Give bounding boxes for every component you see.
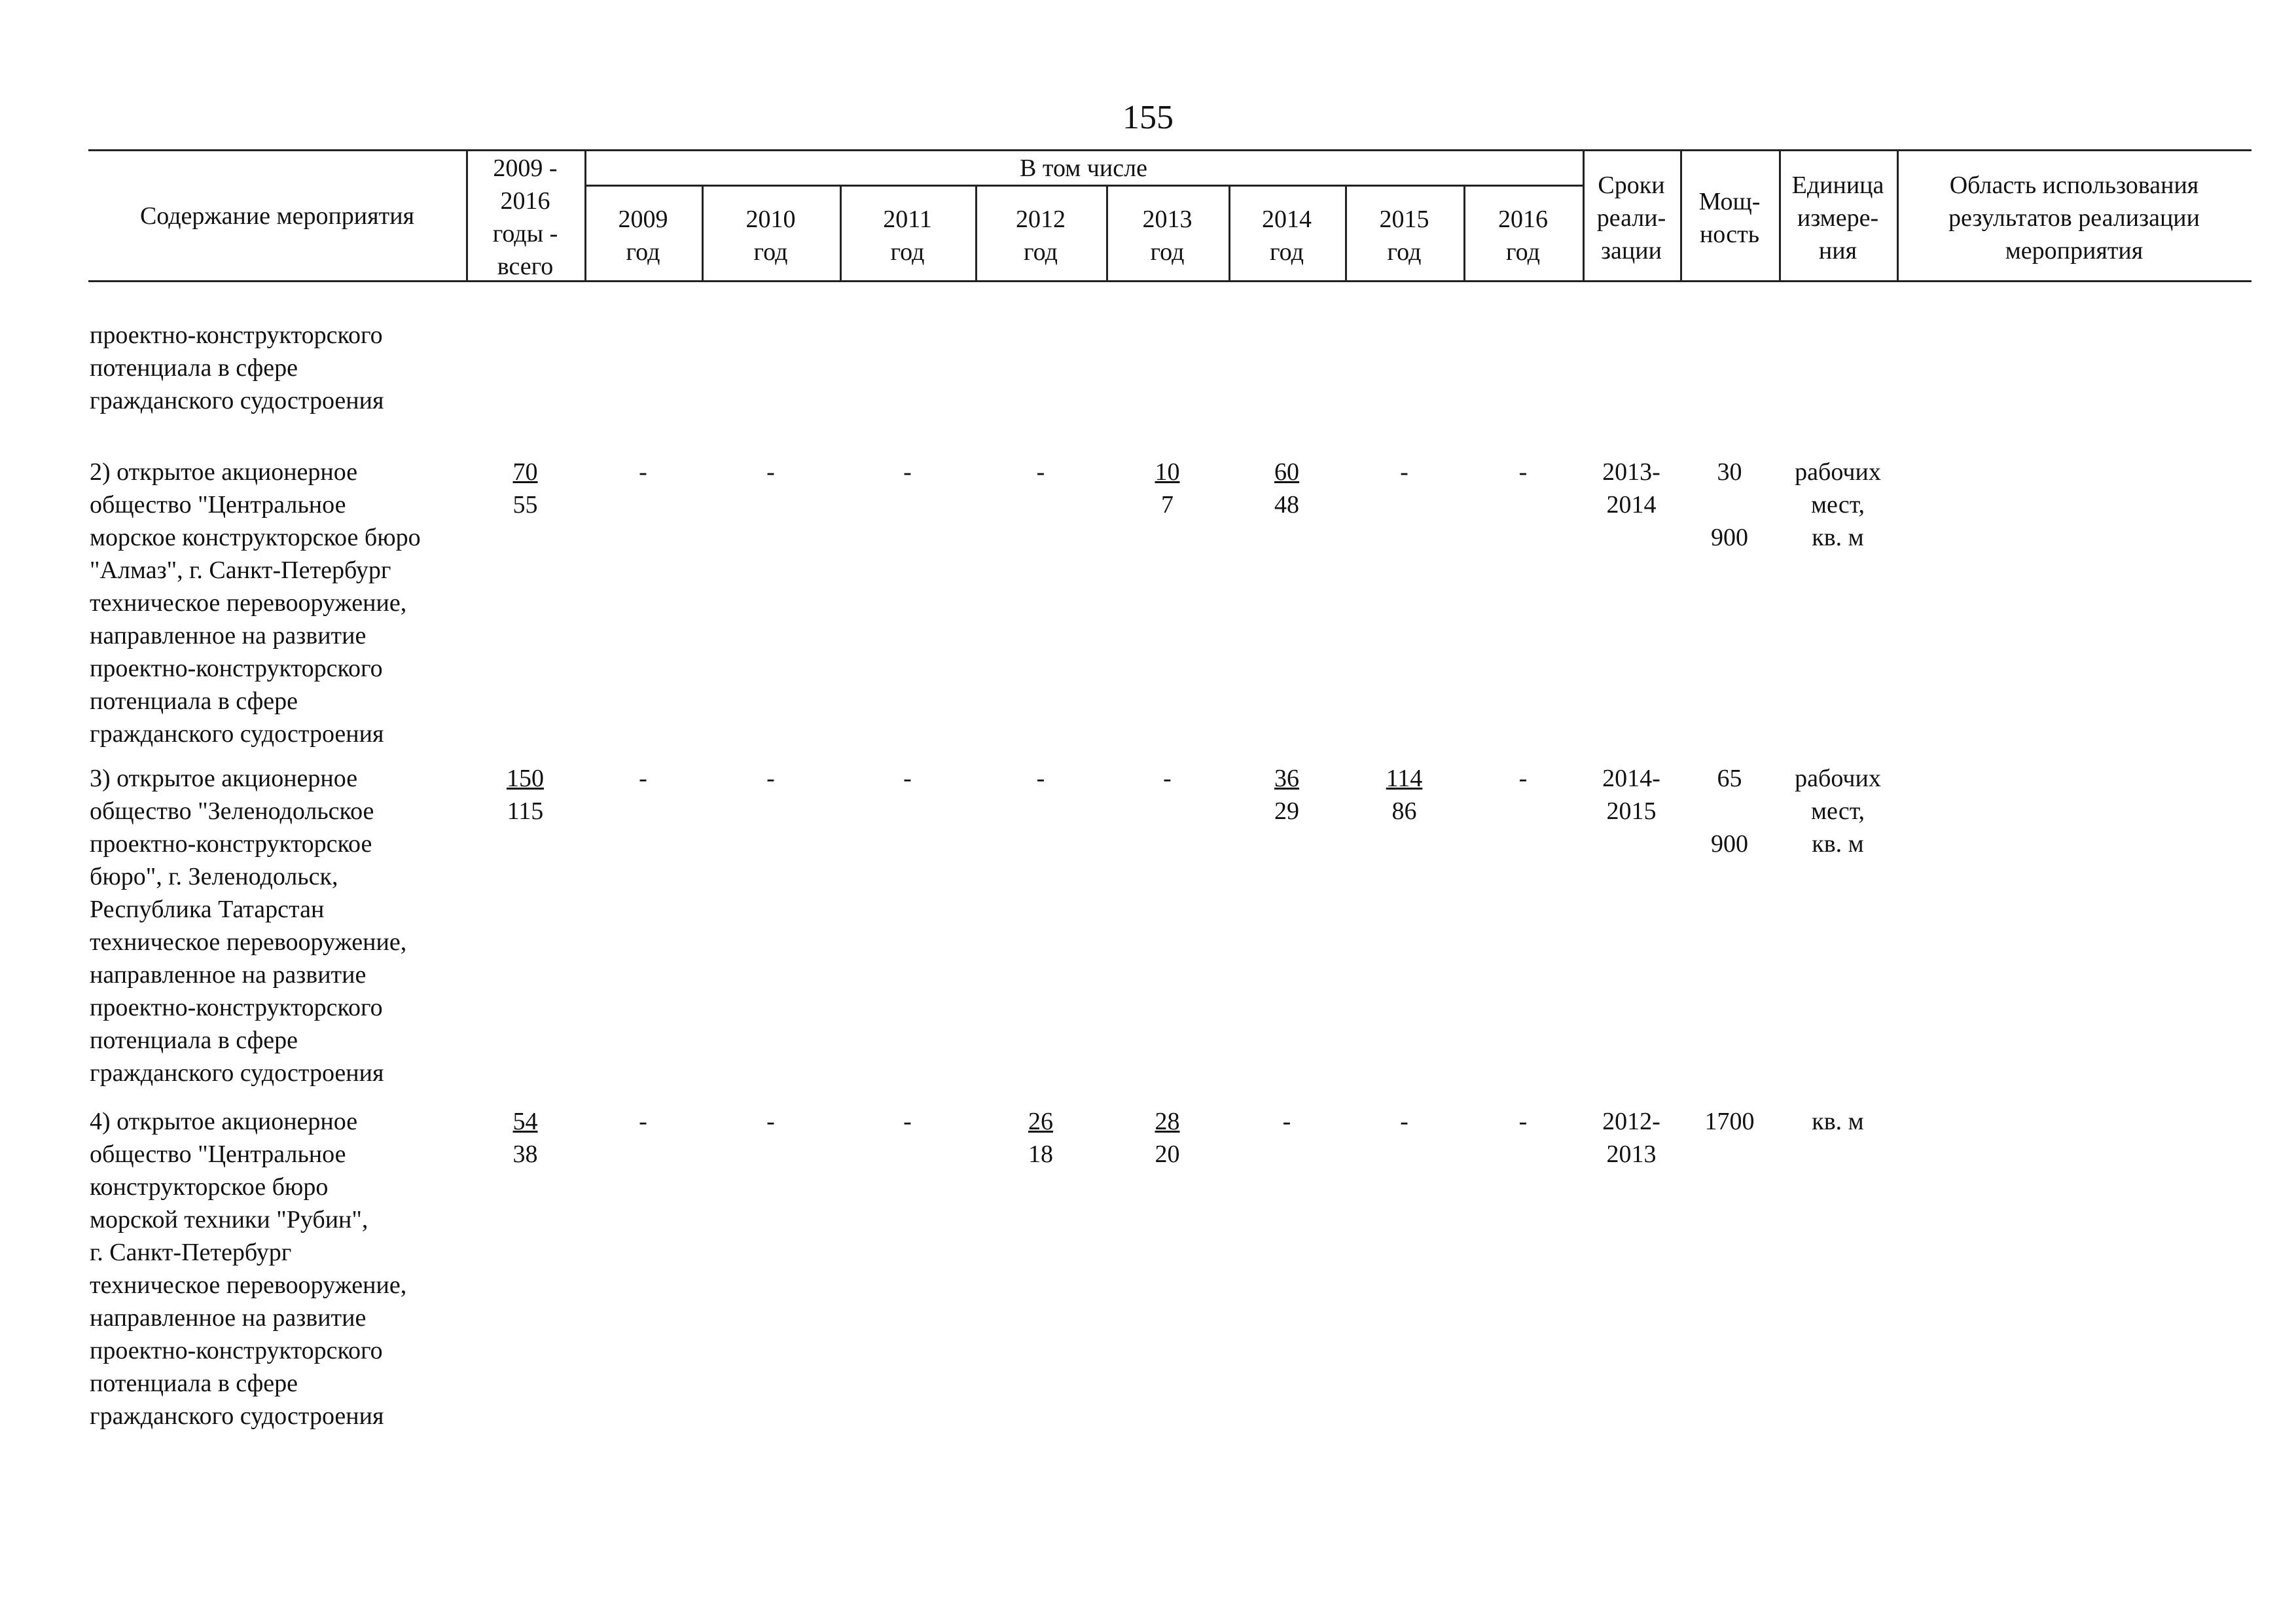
row-4-2013-bottom: 20	[1155, 1140, 1180, 1168]
row-4-2014-top: -	[1282, 1108, 1291, 1135]
header-bottom-rule	[88, 280, 2251, 282]
row-4-text: 4) открытое акционерное общество "Центральное конструкторское бюро морской техники "Рубин", г. Санкт-Петербург техническое перевооружение, направленное на развитие проектно-конструкторского потенциала в сфере гражданского судостроения	[90, 1108, 407, 1430]
row-4-2012-top: 26	[1028, 1108, 1053, 1135]
row-3-2015-bottom: 86	[1391, 797, 1417, 825]
row-2-2014-bottom: 48	[1274, 491, 1299, 519]
row-3-2009-top: -	[639, 765, 647, 792]
header-area: Область использования результатов реализации мероприятия	[1948, 172, 2200, 264]
row-4-power: 1700	[1704, 1108, 1755, 1135]
header-year-2009: 2009 год	[618, 206, 668, 266]
header-year-2011: 2011 год	[883, 206, 932, 266]
header-total: 2009 - 2016 годы - всего	[492, 155, 558, 280]
header-top-rule	[88, 149, 2251, 151]
header-content: Содержание мероприятия	[139, 202, 415, 230]
row-4-2012-bottom: 18	[1028, 1140, 1053, 1168]
row-2-power: 30 900	[1711, 458, 1748, 551]
row-4-2016-top: -	[1518, 1108, 1528, 1135]
row-2-total-top: 70	[512, 458, 538, 486]
row-4-2013-top: 28	[1155, 1108, 1180, 1135]
row-3-2016-top: -	[1518, 765, 1528, 792]
row-3-2015-top: 114	[1386, 765, 1423, 792]
row-3-2013-top: -	[1163, 765, 1172, 792]
row-4-total-bottom: 38	[512, 1140, 538, 1168]
row-4-2010-top: -	[766, 1108, 775, 1135]
row-2-2010-top: -	[766, 458, 775, 486]
row-4-terms: 2012- 2013	[1602, 1108, 1660, 1168]
header-year-2016: 2016 год	[1498, 206, 1548, 266]
row-1-text: проектно-конструкторского потенциала в сфере гражданского судостроения	[90, 321, 384, 414]
header-year-2012: 2012 год	[1016, 206, 1066, 266]
page-number: 155	[1122, 99, 1174, 136]
row-2-text: 2) открытое акционерное общество "Центральное морское конструкторское бюро "Алмаз", г. Санкт-Петербург техническое перевооружение, направленное на развитие проектно-конструкторского потенциала в сфере гражданского судостроения	[90, 458, 421, 748]
row-3-2010-top: -	[766, 765, 775, 792]
row-4-total-top: 54	[512, 1108, 538, 1135]
header-terms: Сроки реали- зации	[1596, 172, 1666, 264]
row-3-2012-top: -	[1036, 765, 1045, 792]
including-rule	[584, 185, 1583, 187]
row-2-2016-top: -	[1518, 458, 1528, 486]
row-2-2011-top: -	[903, 458, 912, 486]
row-4-2009-top: -	[639, 1108, 647, 1135]
row-2-terms: 2013- 2014	[1602, 458, 1660, 519]
row-2-unit: рабочих мест, кв. м	[1795, 458, 1881, 551]
row-2-2013-top: 10	[1155, 458, 1180, 486]
header-year-2010: 2010 год	[745, 206, 796, 266]
row-2-2015-top: -	[1400, 458, 1408, 486]
header-including: В том числе	[1020, 155, 1147, 182]
header-power: Мощ- ность	[1698, 188, 1761, 248]
row-3-2014-bottom: 29	[1274, 797, 1299, 825]
row-2-2009-top: -	[639, 458, 647, 486]
row-2-2014-top: 60	[1274, 458, 1299, 486]
row-4-unit: кв. м	[1812, 1108, 1864, 1135]
row-3-2014-top: 36	[1274, 765, 1299, 792]
row-3-text: 3) открытое акционерное общество "Зеленодольское проектно-конструкторское бюро", г. Зеленодольск, Республика Татарстан техническое перевооружение, направленное на развитие проектно-конструкторского потенциала в сфере гражданского судостроения	[90, 765, 407, 1087]
row-2-2013-bottom: 7	[1161, 491, 1174, 519]
row-3-total-bottom: 115	[507, 797, 544, 825]
row-3-total-top: 150	[507, 765, 544, 792]
header-year-2014: 2014 год	[1262, 206, 1312, 266]
header-year-2013: 2013 год	[1142, 206, 1193, 266]
header-year-2015: 2015 год	[1379, 206, 1429, 266]
header-unit: Единица измере- ния	[1791, 172, 1884, 264]
row-2-2012-top: -	[1036, 458, 1045, 486]
row-3-2011-top: -	[903, 765, 912, 792]
row-3-terms: 2014- 2015	[1602, 765, 1660, 825]
row-4-2015-top: -	[1400, 1108, 1408, 1135]
row-3-power: 65 900	[1711, 765, 1748, 858]
row-4-2011-top: -	[903, 1108, 912, 1135]
row-2-total-bottom: 55	[512, 491, 538, 519]
row-3-unit: рабочих мест, кв. м	[1795, 765, 1881, 858]
